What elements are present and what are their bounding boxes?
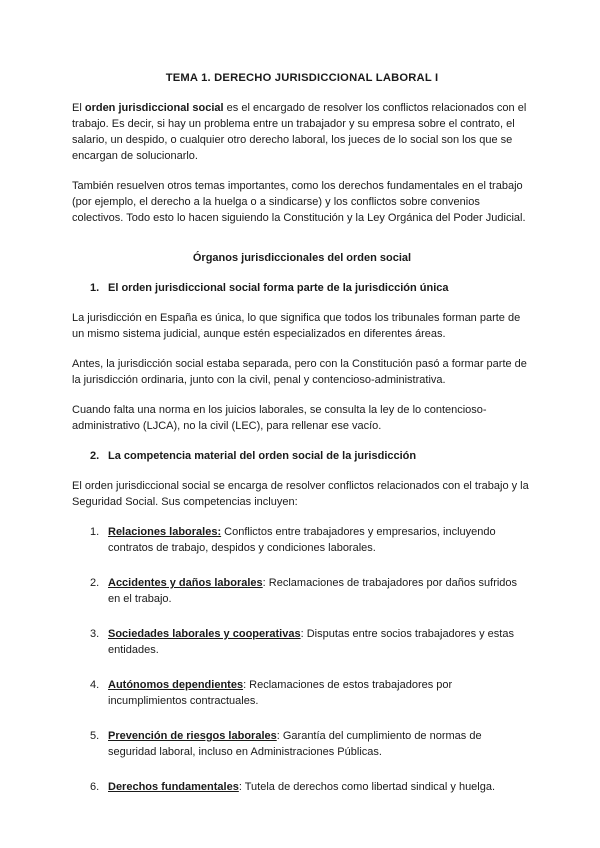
document-page bbox=[72, 70, 532, 814]
intro-p1-post: es el encargado de resolver los conflictos relacionados con el trabajo. Es decir, si hay un problema entre un trabajador y su empresa sobre el contrato, el salario, un despido, o cualquier otro derecho laboral, los jueces de lo social son los que se encargan de solucionarlo. bbox=[72, 102, 527, 162]
list-item-desc: : Tutela de derechos como libertad sindical y huelga. bbox=[238, 781, 496, 793]
intro-p1-pre: El bbox=[72, 102, 85, 114]
heading-2-text: La competencia material del orden social de la jurisdicción bbox=[108, 450, 417, 462]
intro-p1-bold: orden jurisdiccional social bbox=[84, 102, 224, 114]
list-item bbox=[90, 626, 532, 658]
list-item-text bbox=[108, 677, 532, 709]
list-item-desc: : Garantía del cumplimiento de normas de seguridad laboral, incluso en Administraciones Públicas. bbox=[108, 730, 482, 758]
heading-1-number: 1. bbox=[90, 282, 100, 294]
s1-paragraph-1: La jurisdicción en España es única, lo que significa que todos los tribunales forman parte de un mismo sistema judicial, aunque estén especializados en diferentes áreas. bbox=[72, 312, 521, 340]
list-item-desc: Conflictos entre trabajadores y empresarios, incluyendo contratos de trabajo, despidos y condiciones laborales. bbox=[108, 526, 496, 554]
list-item-desc: : Reclamaciones de estos trabajadores por incumplimientos contractuales. bbox=[108, 679, 453, 707]
s1-paragraph-2: Antes, la jurisdicción social estaba separada, pero con la Constitución pasó a formar parte de la jurisdicción ordinaria, junto con la civil, penal y contencioso-administrativa. bbox=[72, 358, 527, 386]
list-item-number: 5. bbox=[90, 730, 100, 742]
document-title: TEMA 1. DERECHO JURISDICCIONAL LABORAL I bbox=[165, 72, 439, 84]
s2-intro: El orden jurisdiccional social se encarga de resolver conflictos relacionados con el trabajo y la Seguridad Social. Sus competencias incluyen: bbox=[72, 480, 529, 508]
intro-paragraph-2: También resuelven otros temas importantes, como los derechos fundamentales en el trabajo (por ejemplo, el derecho a la huelga o a sindicarse) y los conflictos sobre convenios colectivos. Todo esto lo hacen siguiendo la Constitución y la Ley Orgánica del Poder Judicial. bbox=[72, 180, 526, 224]
list-item-number: 4. bbox=[90, 679, 100, 691]
list-item-text bbox=[108, 728, 532, 760]
section-title: Órganos jurisdiccionales del orden social bbox=[192, 252, 412, 264]
list-item-term: Sociedades laborales y cooperativas bbox=[108, 628, 301, 640]
list-item-number: 6. bbox=[90, 781, 100, 793]
list-item-term: Relaciones laborales: bbox=[108, 526, 222, 538]
list-item bbox=[90, 728, 532, 760]
list-item-text bbox=[108, 524, 532, 556]
list-item-text bbox=[108, 779, 532, 795]
list-item bbox=[90, 524, 532, 556]
list-item-text bbox=[108, 575, 532, 607]
list-item-term: Accidentes y daños laborales bbox=[108, 577, 263, 589]
list-item-number: 1. bbox=[90, 526, 100, 538]
list-item-term: Autónomos dependientes bbox=[108, 679, 244, 691]
heading-1-text: El orden jurisdiccional social forma parte de la jurisdicción única bbox=[108, 282, 449, 294]
competencias-list bbox=[72, 524, 532, 795]
list-item-desc: : Reclamaciones de trabajadores por daños sufridos en el trabajo. bbox=[108, 577, 518, 605]
intro-paragraph-1 bbox=[72, 100, 532, 164]
heading-2-number: 2. bbox=[90, 450, 100, 462]
list-item-desc: : Disputas entre socios trabajadores y estas entidades. bbox=[108, 628, 514, 656]
list-item-term: Derechos fundamentales bbox=[108, 781, 239, 793]
list-item-term: Prevención de riesgos laborales bbox=[108, 730, 277, 742]
list-item bbox=[90, 575, 532, 607]
list-item-text bbox=[108, 626, 532, 658]
list-item bbox=[90, 779, 532, 795]
heading-1 bbox=[90, 280, 532, 296]
s1-paragraph-3: Cuando falta una norma en los juicios laborales, se consulta la ley de lo contencioso-administrativo (LJCA), no la civil (LEC), para rellenar ese vacío. bbox=[72, 404, 487, 432]
list-item bbox=[90, 677, 532, 709]
list-item-number: 3. bbox=[90, 628, 100, 640]
heading-2 bbox=[90, 448, 532, 464]
list-item-number: 2. bbox=[90, 577, 100, 589]
